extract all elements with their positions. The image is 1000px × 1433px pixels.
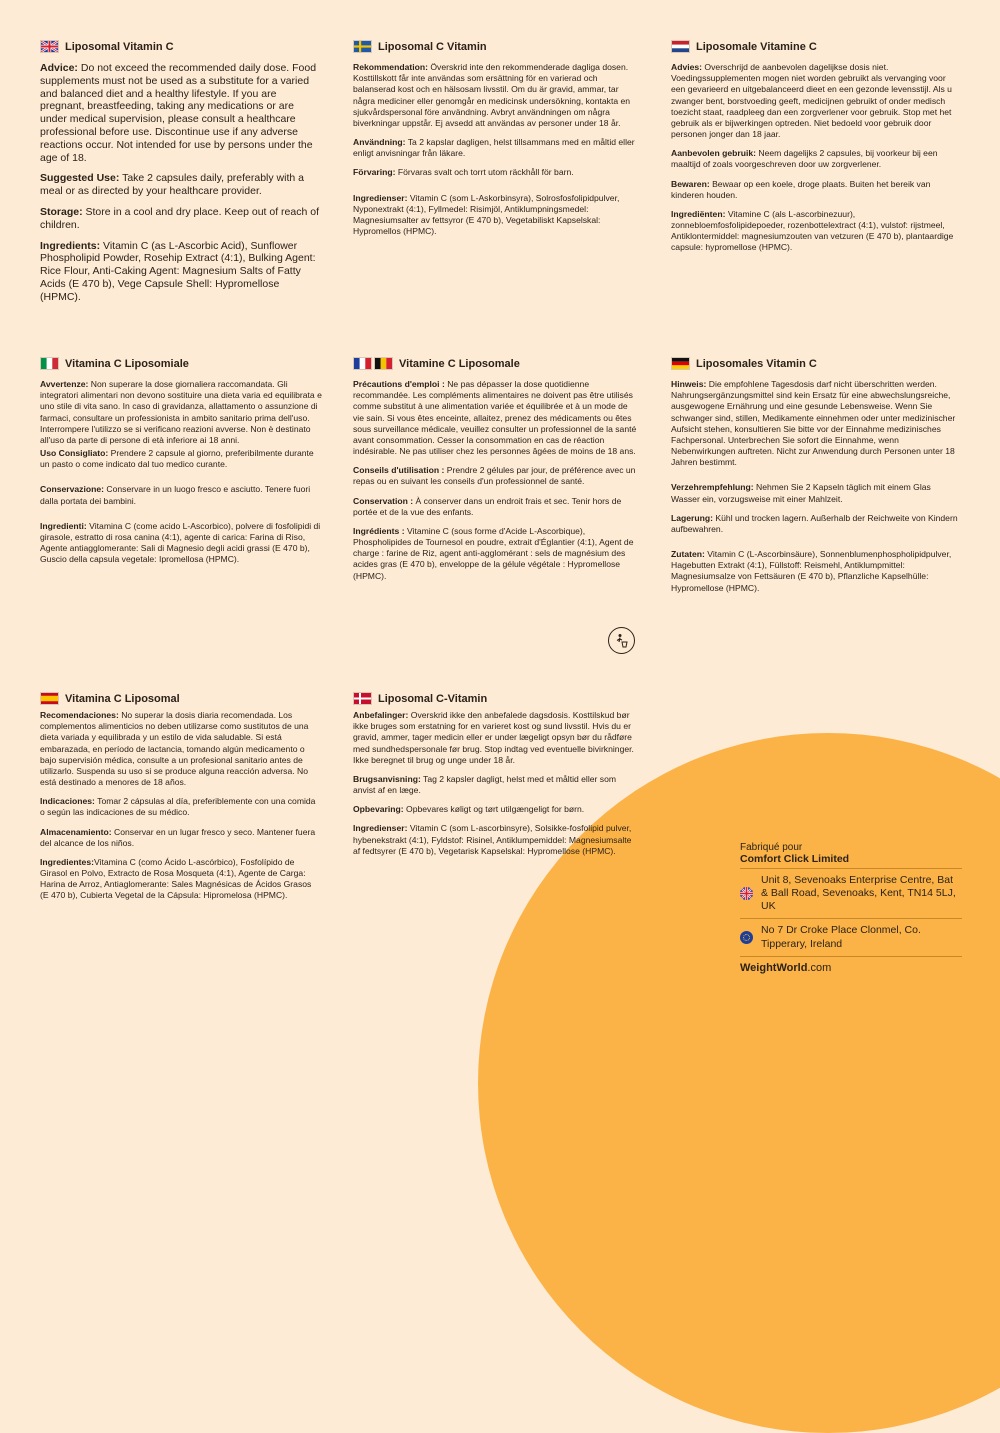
ingredients-section: Zutaten: Vitamin C (L-Ascorbinsäure), Sonnenblumenphospholipidpulver, Hagebutten Extrakt (4:1), Füllstoff: Reismehl, Antiklumpmittel: Magnesiumsalze von Fettsäuren (E 470 b), Pflanzliche Kapselhülle: Hypromellose (HPMC). — [671, 549, 952, 593]
company-name: Comfort Click Limited — [740, 853, 850, 865]
panel-header — [40, 692, 322, 705]
panel-header — [353, 357, 638, 370]
flag-group — [353, 357, 393, 370]
use-section: Aanbevolen gebruik: Neem dagelijks 2 capsules, bij voorkeur bij een maaltijd of zoals voorgeschreven door uw zorgverlener. — [671, 148, 938, 170]
panel-title: Liposomal C-Vitamin — [378, 692, 488, 705]
panel-title: Vitamina C Liposomiale — [65, 357, 189, 370]
france-flag-icon — [353, 357, 372, 370]
panel-german — [671, 357, 961, 602]
advice-section: Anbefalinger: Overskrid ikke den anbefalede dagsdosis. Kosttilskud bør ikke bruges som erstatning for en varieret kost og sund livsstil. Hvis du er gravid, ammer, tager medicin eller er under lægeligt opsyn bør du rådføre med sundhedspersonale før brug. Stop indtag ved eventuelle bivirkninger. Ikke beregnet til brug og unge under 18 år. — [353, 710, 634, 765]
panel-header — [671, 357, 961, 370]
storage-section: Lagerung: Kühl und trocken lagern. Außerhalb der Reichweite von Kindern aufbewahren. — [671, 512, 958, 534]
italy-flag-icon — [40, 357, 59, 370]
panel-spanish — [40, 692, 322, 910]
use-section: Suggested Use: Take 2 capsules daily, preferably with a meal or as directed by your healthcare provider. — [40, 172, 304, 198]
panel-header — [353, 40, 635, 53]
panel-english — [40, 40, 322, 312]
panel-title: Liposomale Vitamine C — [696, 40, 817, 53]
panel-swedish — [353, 40, 635, 245]
uk-address-row — [740, 868, 962, 918]
storage-section: Conservazione: Conservare in un luogo fresco e asciutto. Tenere fuori dalla portata dei bambini. — [40, 484, 311, 506]
ingredients-section: Ingredienti: Vitamina C (come acido L-Ascorbico), polvere di fosfolipidi di girasole, estratto di rosa canina (4:1), agente di carica: Farina di Riso, Agente antiagglomerante: Sali di Magnesio degli acidi grassi (E 470 b), Guscio della capsula vegetale: Ipromellosa (HPMC). — [40, 520, 321, 565]
advice-section: Advice: Do not exceed the recommended daily dose. Food supplements must not be used as a substitute for a varied and balanced diet and a healthy lifestyle. If you are pregnant, breastfeeding, taking any medications or are under medical supervision, please consult a healthcare professional before use. Discontinue use if any adverse reactions occur. Not intended for use by persons under the age of 18. — [40, 62, 317, 164]
eu-address-row — [740, 918, 962, 955]
advice-section: Rekommendation: Överskrid inte den rekommenderade dagliga dosen. Kosttillskott får inte användas som ersättning för en varierad och balanserad kost och en hälsosam livsstil. Om du är gravid, ammar, tar några mediciner eller genomgår en medicinsk undersökning, kontakta en sjukvårdspersonal före användning. Avbryt användningen om några biverkningar uppstår. Ej avsedd att användas av personer under 18 år. — [353, 62, 631, 128]
germany-flag-icon — [671, 357, 690, 370]
advice-section: Avvertenze: Non superare la dose giornaliera raccomandata. Gli integratori alimentari non devono sostituire una dieta varia ed equilibrata e uno stile di vita sano. In caso di gravidanza, allattamento o assunzione di farmaci, consultare un professionista in ambito sanitario prima dell'uso. Interrompere l'utilizzo se si verificano reazioni avverse. Non è destinato all'uso da parte di persone di età inferiore ai 18 anni. — [40, 379, 322, 445]
use-section: Verzehrempfehlung: Nehmen Sie 2 Kapseln täglich mit einem Glas Wasser ein, vorzugsweise mit einer Mahlzeit. — [671, 482, 931, 504]
use-section: Användning: Ta 2 kapslar dagligen, helst tillsammans med en måltid eller enligt anvisningar från läkare. — [353, 137, 635, 159]
panel-title: Vitamina C Liposomal — [65, 692, 180, 705]
website: WeightWorld.com — [740, 956, 962, 974]
eu-flag-icon — [740, 931, 753, 944]
uk-address: Unit 8, Sevenoaks Enterprise Centre, Bat & Ball Road, Sevenoaks, Kent, TN14 5LJ, UK — [761, 874, 956, 913]
advice-section: Advies: Overschrijd de aanbevolen dagelijkse dosis niet. Voedingssupplementen mogen niet worden gebruikt als vervanging voor een gevarieerd en uitgebalanceerd dieet en een gezonde levensstijl. Als u zwanger bent, borstvoeding geeft, medicijnen gebruikt of onder medisch toezicht staat, raadpleeg dan een zorgverlener voor gebruik. Stop met het gebruik als er bijwerkingen optreden. Niet bedoeld voor gebruik door personen jonger dan 18 jaar. — [671, 62, 952, 140]
storage-section: Bewaren: Bewaar op een koele, droge plaats. Buiten het bereik van kinderen houden. — [671, 178, 931, 200]
panel-header — [40, 357, 322, 370]
panel-french — [353, 357, 638, 590]
panel-title: Liposomal Vitamin C — [65, 40, 174, 53]
panel-header — [353, 692, 638, 705]
advice-section: Recomendaciones: No superar la dosis diaria recomendada. Los complementos alimenticios no deben utilizarse como sustitutos de una dieta variada y equilibrada y un estilo de vida saludable. Si está embarazada, en período de lactancia, tomando algún medicamento o bajo supervisión médica, consulte a un profesional sanitario antes de utilizarlo. Suspenda su uso si se produce alguna reacción adversa. No está destinado a menores de 18 años. — [40, 710, 309, 788]
ingredients-section: Ingrédients : Vitamine C (sous forme d'Acide L-Ascorbique), Phospholipides de Tournesol en poudre, extrait d'Églantier (4:1), Agent de charge : farine de Riz, agent anti-agglomérant : sels de magnésium des acides gras (E 470 b), enveloppe de la gélule végétale : Hypromellose (HPMC). — [353, 525, 634, 581]
use-section: Uso Consigliato: Prendere 2 capsule al giorno, preferibilmente durante un pasto o come indicato dal tuo medico curante. — [40, 448, 314, 470]
storage-section: Conservation : À conserver dans un endroit frais et sec. Tenir hors de portée et de la vue des enfants. — [353, 495, 622, 517]
uk-flag-icon — [740, 887, 753, 900]
advice-section: Précautions d'emploi : Ne pas dépasser la dose quotidienne recommandée. Les compléments alimentaires ne doivent pas être utilisés comme substitut à une alimentation variée et équilibrée et à un mode de vie sain. Si vous êtes enceinte, allaitez, prenez des médicaments ou êtes sous surveillance médicale, veuillez consulter un professionnel de la santé avant consommation. Cesser la consommation en cas de réaction indésirable. Ne pas utiliser chez les personnes âgées de moins de 18 ans. — [353, 379, 637, 457]
panel-title: Liposomal C Vitamin — [378, 40, 487, 53]
ingredients-section: Ingredienser: Vitamin C (som L-ascorbinsyre), Solsikke-fosfolipid pulver, hybenekstrakt (4:1), Fyldstof: Risinel, Antiklumpemiddel: Magnesiumsalte af fedtsyrer (E 470 b), Vegetarisk Kapselskal: Hypromellose (HPMC). — [353, 823, 632, 856]
use-section: Indicaciones: Tomar 2 cápsulas al día, preferiblemente con una comida o según las indicaciones de su médico. — [40, 796, 316, 818]
belgium-flag-icon — [374, 357, 393, 370]
panel-dutch — [671, 40, 961, 262]
panel-header — [671, 40, 961, 53]
ingredients-section: Ingredientes:Vitamina C (como Ácido L-ascórbico), Fosfolípido de Girasol en Polvo, Extracto de Rosa Mosqueta (4:1), Agente de Carga: Harina de Arroz, Antiaglomerante: Sales Magnésicas de Ácidos Grasos (E 470 b), Cubierta Vegetal de la Cápsula: Hipromelosa (HPMC). — [40, 856, 312, 901]
ingredients-section: Ingrediënten: Vitamine C (als L-ascorbinezuur), zonnebloemfosfolipidepoeder, rozenbottelextract (4:1), vulstof: rijstmeel, Antiklontermiddel: magnesiumzouten van vetzuren (E 470 b), plantaardige capsule: hypromellose (HPMC). — [671, 208, 954, 253]
made-for-label: Fabriqué pour — [740, 842, 803, 853]
panel-danish — [353, 692, 638, 865]
uk-flag-icon — [40, 40, 59, 53]
ingredients-section: Ingredienser: Vitamin C (som L-Askorbinsyra), Solrosfosfolipidpulver, Nyponextrakt (4:1), Fyllmedel: Risimjöl, Antiklumpningsmedel: Magnesiumsalter av fettsyror (E 470 b), Vegetabiliskt Kapselskal: Hypromellos (HPMC). — [353, 192, 620, 237]
panel-italian — [40, 357, 322, 573]
use-section: Brugsanvisning: Tag 2 kapsler dagligt, helst med et måltid eller som anvist af en læge. — [353, 773, 617, 796]
sweden-flag-icon — [353, 40, 372, 53]
manufacturer-block — [740, 842, 962, 974]
storage-section: Almacenamiento: Conservar en un lugar fresco y seco. Mantener fuera del alcance de los niños. — [40, 826, 316, 848]
panel-title: Liposomales Vitamin C — [696, 357, 817, 370]
panel-title: Vitamine C Liposomale — [399, 357, 520, 370]
storage-section: Opbevaring: Opbevares køligt og tørt utilgængeligt for børn. — [353, 804, 585, 815]
panel-header — [40, 40, 322, 53]
netherlands-flag-icon — [671, 40, 690, 53]
recycle-bin-icon — [608, 627, 635, 654]
denmark-flag-icon — [353, 692, 372, 705]
storage-section: Storage: Store in a cool and dry place. Keep out of reach of children. — [40, 205, 319, 231]
advice-section: Hinweis: Die empfohlene Tagesdosis darf nicht überschritten werden. Nahrungsergänzungsmittel sind kein Ersatz für eine abwechslungsreiche, ausgewogene Ernährung und eine gesunde Lebensweise. Wenn Sie schwanger sind, stillen, Medikamente einnehmen oder unter medizinischer Aufsicht stehen, konsultieren Sie bitte vor der Einnahme medizinisches Fachpersonal. Unterbrechen Sie sofort die Einnahme, wenn Nebenwirkungen auftreten. Nicht zur Anwendung durch Personen unter 18 Jahren bestimmt. — [671, 379, 956, 468]
eu-address: No 7 Dr Croke Place Clonmel, Co. Tipperary, Ireland — [761, 924, 921, 950]
use-section: Conseils d'utilisation : Prendre 2 gélules par jour, de préférence avec un repas ou en suivant les conseils d'un professionnel de santé. — [353, 465, 636, 487]
spain-flag-icon — [40, 692, 59, 705]
ingredients-section: Ingredients: Vitamin C (as L-Ascorbic Acid), Sunflower Phospholipid Powder, Rosehip Extract (4:1), Bulking Agent: Rice Flour, Anti-Caking Agent: Magnesium Salts of Fatty Acids (E 470 b), Vege Capsule Shell: Hypromellose (HPMC). — [40, 239, 316, 303]
storage-section: Förvaring: Förvaras svalt och torrt utom räckhåll för barn. — [353, 167, 574, 178]
